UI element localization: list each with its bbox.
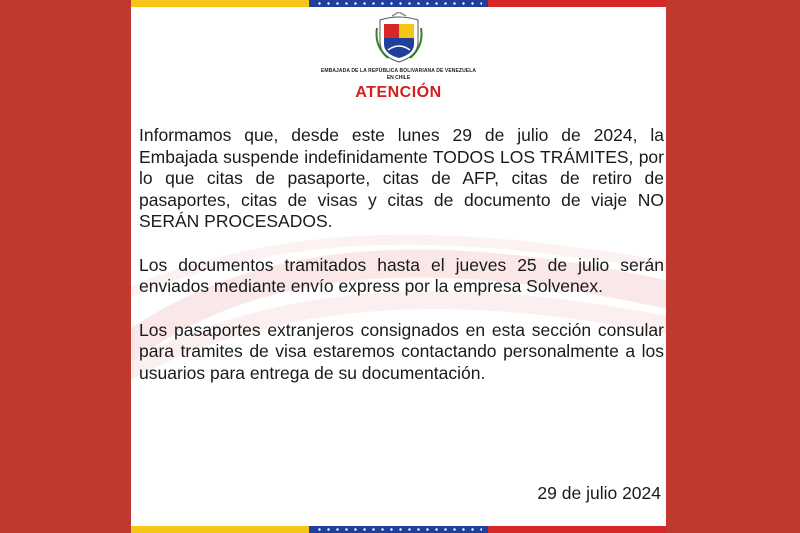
document-header bbox=[131, 12, 666, 102]
flag-stripe-top bbox=[131, 0, 666, 7]
notice-title: ATENCIÓN bbox=[355, 84, 442, 101]
paragraph-foreign-passports: Los pasaportes extranjeros consignados en esta sección consular para tramites de visa estaremos contactando personalmente a los usuarios para entrega de su documentación. bbox=[139, 319, 664, 383]
paragraph-documents-shipping: Los documentos tramitados hasta el jueves 25 de julio serán enviados mediante envío express por la empresa Solvenex. bbox=[139, 254, 664, 296]
notice-body bbox=[139, 125, 664, 406]
embassy-location: EN CHILE bbox=[386, 75, 411, 81]
embassy-name: EMBAJADA DE LA REPÚBLICA BOLIVARIANA DE VENEZUELA bbox=[320, 68, 477, 74]
notice-date: 29 de julio 2024 bbox=[537, 483, 661, 503]
notice-document bbox=[131, 0, 666, 533]
flag-stripe-bottom bbox=[131, 526, 666, 533]
paragraph-suspension: Informamos que, desde este lunes 29 de julio de 2024, la Embajada suspende indefinidamente TODOS LOS TRÁMITES, por lo que citas de pasaporte, citas de AFP, citas de retiro de pasaportes, citas de visas y citas de documento de viaje NO SERÁN PROCESADOS. bbox=[139, 125, 664, 231]
venezuela-coat-of-arms-icon bbox=[374, 12, 424, 64]
